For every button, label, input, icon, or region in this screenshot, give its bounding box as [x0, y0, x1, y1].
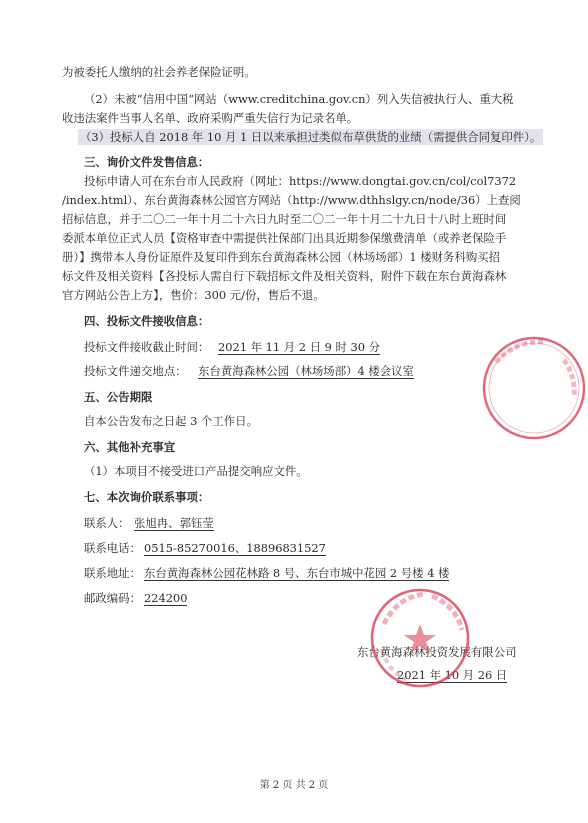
text-label: 邮政编码：	[84, 591, 141, 605]
issuer-name: 东台黄海森林投资发展有限公司	[357, 645, 517, 659]
section-heading: 五、公告期限	[84, 390, 153, 404]
text-line: 官方网站公告上方】，售价：300 元/份，售后不退。	[62, 288, 325, 302]
contact-address-value: 东台黄海森林公园花林路 8 号、东台市城中花园 2 号楼 4 楼	[144, 566, 450, 580]
section-heading: 六、其他补充事宜	[84, 440, 176, 454]
section-heading: 七、本次询价联系事项：	[84, 490, 210, 504]
text-line: /index.html）、东台黄海森林公园官方网站（http://www.dthhslgy.cn/node/36）上查阅	[62, 193, 521, 207]
company-seal	[366, 584, 474, 692]
text-line: （2）未被“信用中国”网站（www.creditchina.gov.cn）列入失信被执行人、重大税	[84, 92, 514, 106]
contact-phone-value: 0515-85270016、18896831527	[144, 541, 326, 555]
text-line: 委派本单位正式人员【资格审查中需提供社保部门出具近期参保缴费清单（或养老保险手	[62, 231, 507, 245]
contact-person-value: 张旭冉、郭钰莹	[134, 516, 214, 530]
text-line: 为被委托人缴纳的社会养老保险证明。	[62, 65, 256, 79]
section-heading: 三、询价文件发售信息：	[84, 155, 210, 169]
page-footer: 第 2 页 共 2 页	[259, 780, 329, 791]
text-label: 联系地址：	[84, 566, 141, 580]
text-line: 投标申请人可在东台市人民政府（网址：https://www.dongtai.gov.cn/col/col7372	[84, 174, 517, 188]
highlighted-requirement: （3）投标人自 2018 年 10 月 1 日以来承担过类似布草供货的业绩（需提供合同复印件）。	[80, 130, 542, 144]
text-line: 自本公告发布之日起 3 个工作日。	[84, 414, 258, 428]
company-seal-partial	[476, 332, 588, 442]
issue-date: 2021 年 10 月 26 日	[397, 668, 508, 682]
text-label: 联系人：	[84, 516, 130, 530]
postcode-value: 224200	[144, 591, 188, 605]
text-line: 收违法案件当事人名单、政府采购严重失信行为记录名单。	[62, 111, 359, 125]
text-line: 标文件及相关资料【各投标人需自行下载招标文件及相关资料，附件下载在东台黄海森林	[62, 269, 507, 283]
text-line: 招标信息，并于二〇二一年十月二十六日九时至二〇二一年十月二十九日十八时上班时间	[62, 212, 507, 226]
text-label: 投标文件递交地点：	[84, 364, 187, 378]
text-label: 联系电话：	[84, 541, 141, 555]
location-value: 东台黄海森林公园（林场场部）4 楼会议室	[198, 364, 414, 378]
section-heading: 四、投标文件接收信息：	[84, 314, 210, 328]
text-line: （1）本项目不接受进口产品提交响应文件。	[84, 464, 308, 478]
deadline-value: 2021 年 11 月 2 日 9 时 30 分	[218, 340, 381, 354]
text-line: 册）】携带本人身份证原件及复印件到东台黄海森林公园（林场场部）1 楼财务科购买招	[62, 250, 501, 264]
text-label: 投标文件接收截止时间：	[84, 340, 210, 354]
